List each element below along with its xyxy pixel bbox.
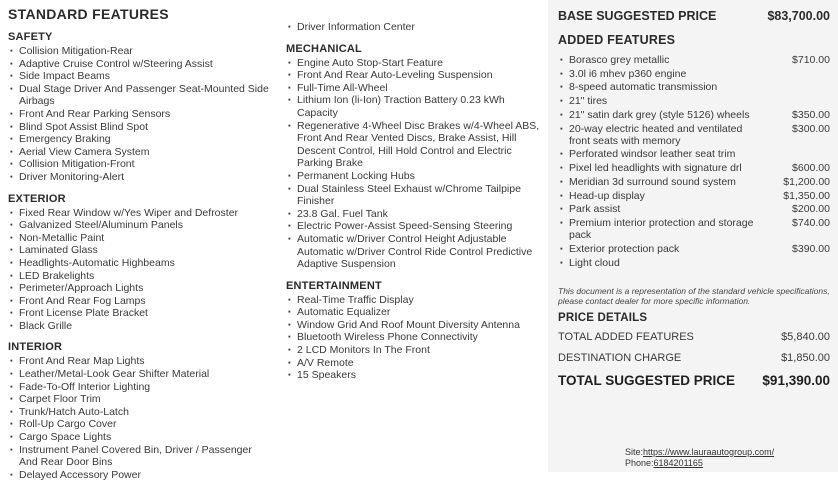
total-price-label: TOTAL SUGGESTED PRICE	[558, 372, 736, 388]
feature-item-label: 15 Speakers	[297, 369, 356, 382]
feature-item-label: Driver Monitoring-Alert	[19, 170, 125, 183]
pricing-panel	[548, 0, 838, 472]
feature-section	[286, 280, 544, 382]
added-feature-label: Exterior protection pack	[569, 242, 680, 255]
bullet-icon: ▪	[560, 55, 563, 64]
feature-item	[286, 306, 544, 319]
added-feature-row	[558, 68, 830, 80]
bullet-icon: ▪	[560, 204, 563, 214]
added-feature-price: $600.00	[792, 162, 830, 175]
bullet-icon: ▪	[288, 170, 291, 180]
feature-item-label: Lithium Ion (li-Ion) Traction Battery 0.23 kWh Capacity	[297, 94, 505, 119]
added-feature-row	[558, 81, 830, 93]
feature-item-label: Black Grille	[19, 319, 73, 332]
bullet-icon: ▪	[288, 332, 291, 342]
price-detail-row	[558, 331, 830, 343]
feature-item-label: Front And Rear Auto-Leveling Suspension	[297, 69, 493, 82]
added-features-heading: ADDED FEATURES	[558, 33, 676, 47]
feature-item	[8, 320, 270, 333]
feature-item-label: Regenerative 4-Wheel Disc Brakes w/4-Wheel ABS, Front And Rear Vented Discs, Brake Assist, Hill Descent Control, Hill Hold Control and Electric Parking Brake	[297, 119, 540, 170]
feature-item	[286, 331, 544, 344]
feature-sections-left	[8, 31, 270, 481]
added-feature-row	[558, 123, 830, 147]
added-feature-label: Park assist	[569, 203, 621, 216]
added-feature-price	[766, 257, 830, 269]
added-feature-row	[558, 203, 830, 215]
added-feature-label: 3.0l i6 mhev p360 engine	[569, 67, 687, 80]
added-feature-price	[766, 68, 830, 80]
feature-section	[8, 31, 270, 184]
added-feature-label: Pixel led headlights with signature drl	[569, 162, 742, 175]
site-link[interactable]: https://www.lauraautogroup.com/	[643, 447, 775, 457]
feature-item-label: Emergency Braking	[19, 133, 111, 146]
bullet-icon: ▪	[560, 163, 563, 173]
feature-item	[286, 57, 544, 70]
feature-item-label: Dual Stage Driver And Passenger Seat-Mounted Side Airbags	[19, 82, 269, 108]
bullet-icon: ▪	[560, 217, 563, 227]
bullet-icon: ▪	[10, 295, 13, 305]
added-feature-label: Perforated windsor leather seat trim	[569, 148, 736, 161]
base-price-label: BASE SUGGESTED PRICE	[558, 9, 717, 23]
feature-item	[286, 220, 544, 233]
bullet-icon: ▪	[560, 96, 563, 106]
bullet-icon: ▪	[10, 419, 13, 429]
feature-item-label: Carpet Floor Trim	[19, 393, 101, 406]
feature-item	[8, 158, 270, 171]
bullet-icon: ▪	[10, 71, 13, 81]
feature-item	[8, 171, 270, 184]
feature-item	[8, 219, 270, 232]
bullet-icon: ▪	[560, 190, 563, 200]
feature-item	[286, 21, 544, 34]
bullet-icon: ▪	[288, 307, 291, 317]
feature-item	[8, 83, 270, 108]
bullet-icon: ▪	[288, 221, 291, 231]
bullet-icon: ▪	[10, 58, 13, 68]
feature-item	[8, 207, 270, 220]
feature-item	[8, 244, 270, 257]
feature-item	[8, 121, 270, 134]
features-column-left	[0, 0, 274, 481]
bullet-icon: ▪	[10, 381, 13, 391]
added-feature-row	[558, 148, 830, 160]
feature-item	[8, 58, 270, 71]
feature-item	[286, 294, 544, 307]
bullet-icon: ▪	[10, 121, 13, 131]
added-feature-price: $200.00	[792, 203, 830, 216]
added-feature-label: Meridian 3d surround sound system	[569, 175, 736, 188]
feature-item	[8, 270, 270, 283]
feature-item	[286, 208, 544, 221]
phone-link[interactable]: 6184201165	[653, 458, 703, 468]
base-price-value: $83,700.00	[767, 9, 830, 23]
added-feature-price: $710.00	[792, 54, 830, 66]
bullet-icon: ▪	[288, 357, 291, 367]
bullet-icon: ▪	[560, 68, 563, 78]
added-feature-price	[766, 81, 830, 93]
feature-item	[286, 82, 544, 95]
feature-section	[286, 43, 544, 271]
feature-item	[286, 357, 544, 370]
price-detail-value: $5,840.00	[781, 330, 830, 343]
feature-item-label: Adaptive Cruise Control w/Steering Assist	[19, 57, 213, 70]
added-feature-price: $1,200.00	[783, 175, 830, 188]
feature-item-label: Trunk/Hatch Auto-Latch	[19, 405, 129, 418]
feature-item	[286, 344, 544, 357]
section-heading: EXTERIOR	[8, 192, 66, 205]
phone-label: Phone:	[625, 458, 654, 468]
total-price-value: $91,390.00	[762, 372, 830, 388]
bullet-icon: ▪	[288, 183, 291, 193]
added-feature-label: 21" satin dark grey (style 5126) wheels	[569, 108, 750, 121]
bullet-icon: ▪	[10, 308, 13, 318]
price-detail-row	[558, 352, 830, 364]
feature-item-label: Headlights-Automatic Highbeams	[19, 256, 175, 269]
total-price-row	[558, 373, 830, 388]
price-details-rows	[558, 331, 830, 364]
bullet-icon: ▪	[10, 232, 13, 242]
feature-item-label: A/V Remote	[297, 356, 354, 369]
bullet-icon: ▪	[288, 57, 291, 67]
bullet-icon: ▪	[560, 243, 563, 253]
bullet-icon: ▪	[560, 176, 563, 186]
feature-item	[8, 444, 270, 469]
bullet-icon: ▪	[10, 171, 13, 181]
bullet-icon: ▪	[288, 95, 291, 105]
feature-item-label: Perimeter/Approach Lights	[19, 282, 144, 295]
feature-item	[8, 45, 270, 58]
panel-footer	[625, 447, 774, 469]
bullet-icon: ▪	[10, 270, 13, 280]
feature-item	[286, 170, 544, 183]
bullet-icon: ▪	[560, 82, 563, 92]
bullet-icon: ▪	[10, 356, 13, 366]
features-column-middle	[274, 0, 548, 472]
feature-item-label: Electric Power-Assist Speed-Sensing Steering	[297, 220, 513, 233]
added-feature-price: $300.00	[792, 122, 830, 135]
feature-item	[8, 393, 270, 406]
bullet-icon: ▪	[10, 469, 13, 479]
bullet-icon: ▪	[10, 245, 13, 255]
feature-item	[8, 307, 270, 320]
price-details-heading: PRICE DETAILS	[558, 311, 648, 324]
feature-item-label: Leather/Metal-Look Gear Shifter Material	[19, 368, 210, 381]
bullet-icon: ▪	[560, 123, 563, 133]
feature-item	[286, 94, 544, 119]
feature-item-label: Driver Information Center	[297, 21, 415, 33]
bullet-icon: ▪	[10, 134, 13, 144]
feature-item	[286, 120, 544, 170]
feature-item-label: Permanent Locking Hubs	[297, 169, 415, 182]
bullet-icon: ▪	[288, 22, 291, 31]
price-detail-value: $1,850.00	[781, 351, 830, 364]
section-heading: MECHANICAL	[286, 42, 362, 55]
bullet-icon: ▪	[10, 394, 13, 404]
bullet-icon: ▪	[10, 159, 13, 169]
feature-item	[8, 431, 270, 444]
price-detail-label: DESTINATION CHARGE	[558, 351, 682, 364]
feature-item	[8, 133, 270, 146]
bullet-icon: ▪	[10, 283, 13, 293]
added-feature-label: 20-way electric heated and ventilated front seats with memory	[569, 122, 743, 147]
feature-item-label: Collision Mitigation-Rear	[19, 45, 133, 57]
added-feature-row	[558, 243, 830, 255]
bullet-icon: ▪	[288, 319, 291, 329]
feature-item-label: Front And Rear Map Lights	[19, 355, 145, 368]
feature-item	[286, 183, 544, 208]
added-feature-label: 21" tires	[569, 95, 608, 108]
added-feature-label: Borasco grey metallic	[569, 54, 670, 66]
feature-item-label: Engine Auto Stop-Start Feature	[297, 56, 443, 69]
bullet-icon: ▪	[560, 149, 563, 159]
footer-phone-line	[625, 458, 774, 469]
feature-item-label: 2 LCD Monitors In The Front	[297, 344, 430, 357]
feature-item	[8, 406, 270, 419]
feature-item-label: Window Grid And Roof Mount Diversity Antenna	[297, 318, 520, 331]
feature-item-label: Cargo Space Lights	[19, 431, 112, 444]
feature-item-label: Aerial View Camera System	[19, 145, 150, 158]
added-feature-row	[558, 176, 830, 188]
feature-item	[286, 319, 544, 332]
feature-item-label: 23.8 Gal. Fuel Tank	[297, 207, 388, 220]
added-features-list	[558, 54, 830, 269]
feature-item-label: Fade-To-Off Interior Lighting	[19, 380, 151, 393]
added-feature-row	[558, 54, 830, 66]
feature-item	[8, 381, 270, 394]
feature-item-label: Galvanized Steel/Aluminum Panels	[19, 219, 184, 232]
feature-item-label: Collision Mitigation-Front	[19, 158, 135, 171]
feature-item	[8, 282, 270, 295]
added-feature-label: Light cloud	[569, 256, 620, 269]
bullet-icon: ▪	[560, 257, 563, 267]
feature-item	[8, 355, 270, 368]
feature-item	[8, 469, 270, 481]
bullet-icon: ▪	[288, 82, 291, 92]
feature-item-label: Automatic Equalizer	[297, 306, 391, 319]
bullet-icon: ▪	[10, 432, 13, 442]
bullet-icon: ▪	[288, 294, 291, 304]
feature-section	[8, 341, 270, 481]
added-feature-row	[558, 257, 830, 269]
bullet-icon: ▪	[10, 83, 13, 93]
added-feature-row	[558, 109, 830, 121]
section-heading: SAFETY	[8, 31, 53, 43]
bullet-icon: ▪	[10, 257, 13, 267]
feature-item-label: Front License Plate Bracket	[19, 307, 148, 320]
added-feature-label: Premium interior protection and storage pack	[569, 216, 754, 242]
bullet-icon: ▪	[10, 108, 13, 118]
added-feature-row	[558, 190, 830, 202]
bullet-icon: ▪	[10, 220, 13, 230]
bullet-icon: ▪	[288, 233, 291, 243]
feature-item-label: Non-Metallic Paint	[19, 231, 105, 244]
added-feature-row	[558, 162, 830, 174]
bullet-icon: ▪	[288, 208, 291, 218]
feature-item	[286, 369, 544, 382]
feature-section	[286, 21, 544, 34]
price-detail-label: TOTAL ADDED FEATURES	[558, 330, 694, 343]
section-heading: ENTERTAINMENT	[286, 279, 382, 292]
feature-item	[8, 418, 270, 431]
feature-item	[8, 295, 270, 308]
bullet-icon: ▪	[288, 70, 291, 80]
feature-item-label: Automatic w/Driver Control Height Adjustable Automatic w/Driver Control Ride Control Predictive Adaptive Suspension	[297, 232, 533, 271]
feature-item-label: Dual Stainless Steel Exhaust w/Chrome Tailpipe Finisher	[297, 182, 521, 208]
feature-item-label: Laminated Glass	[19, 244, 98, 257]
added-feature-price: $740.00	[792, 216, 830, 229]
section-heading: INTERIOR	[8, 341, 63, 354]
feature-item	[286, 69, 544, 82]
feature-item-label: Bluetooth Wireless Phone Connectivity	[297, 331, 478, 344]
feature-item-label: Fixed Rear Window w/Yes Wiper and Defroster	[19, 206, 239, 219]
added-feature-price: $350.00	[792, 108, 830, 121]
added-feature-price	[766, 148, 830, 160]
bullet-icon: ▪	[288, 370, 291, 380]
bullet-icon: ▪	[10, 207, 13, 217]
disclaimer-text: This document is a representation of the standard vehicle specifications, please contact dealer for more specific information.	[558, 285, 830, 307]
feature-item-label: Blind Spot Assist Blind Spot	[19, 120, 148, 133]
bullet-icon: ▪	[10, 320, 13, 330]
feature-item	[8, 232, 270, 245]
feature-item	[8, 108, 270, 121]
bullet-icon: ▪	[10, 444, 13, 454]
feature-item-label: Side Impact Beams	[19, 70, 111, 83]
site-label: Site:	[625, 447, 644, 457]
added-feature-price: $1,350.00	[783, 189, 830, 202]
bullet-icon: ▪	[288, 120, 291, 130]
feature-item	[8, 70, 270, 83]
feature-item-label: LED Brakelights	[19, 269, 95, 282]
feature-item-label: Full-Time All-Wheel	[297, 81, 388, 94]
feature-item-label: Front And Rear Parking Sensors	[19, 107, 171, 120]
added-feature-price	[766, 95, 830, 107]
bullet-icon: ▪	[10, 406, 13, 416]
added-feature-row	[558, 95, 830, 107]
added-feature-label: 8-speed automatic transmission	[569, 81, 718, 94]
bullet-icon: ▪	[288, 345, 291, 355]
feature-section	[8, 193, 270, 333]
added-feature-label: Head-up display	[569, 189, 645, 202]
feature-item	[8, 368, 270, 381]
bullet-icon: ▪	[10, 46, 13, 55]
feature-item-label: Front And Rear Fog Lamps	[19, 294, 146, 307]
added-feature-price: $390.00	[792, 242, 830, 255]
feature-item-label: Instrument Panel Covered Bin, Driver / Passenger And Rear Door Bins	[19, 443, 252, 469]
feature-item-label: Roll-Up Cargo Cover	[19, 418, 117, 431]
footer-site-line	[625, 447, 774, 458]
bullet-icon: ▪	[10, 369, 13, 379]
feature-item	[8, 257, 270, 270]
feature-item-label: Delayed Accessory Power	[19, 468, 141, 481]
base-price-row	[558, 9, 830, 23]
feature-item	[286, 233, 544, 271]
bullet-icon: ▪	[560, 109, 563, 119]
feature-item	[8, 146, 270, 159]
feature-sections-middle	[286, 21, 544, 382]
added-feature-row	[558, 217, 830, 241]
page-title: STANDARD FEATURES	[8, 6, 169, 22]
feature-item-label: Real-Time Traffic Display	[297, 293, 414, 306]
bullet-icon: ▪	[10, 146, 13, 156]
